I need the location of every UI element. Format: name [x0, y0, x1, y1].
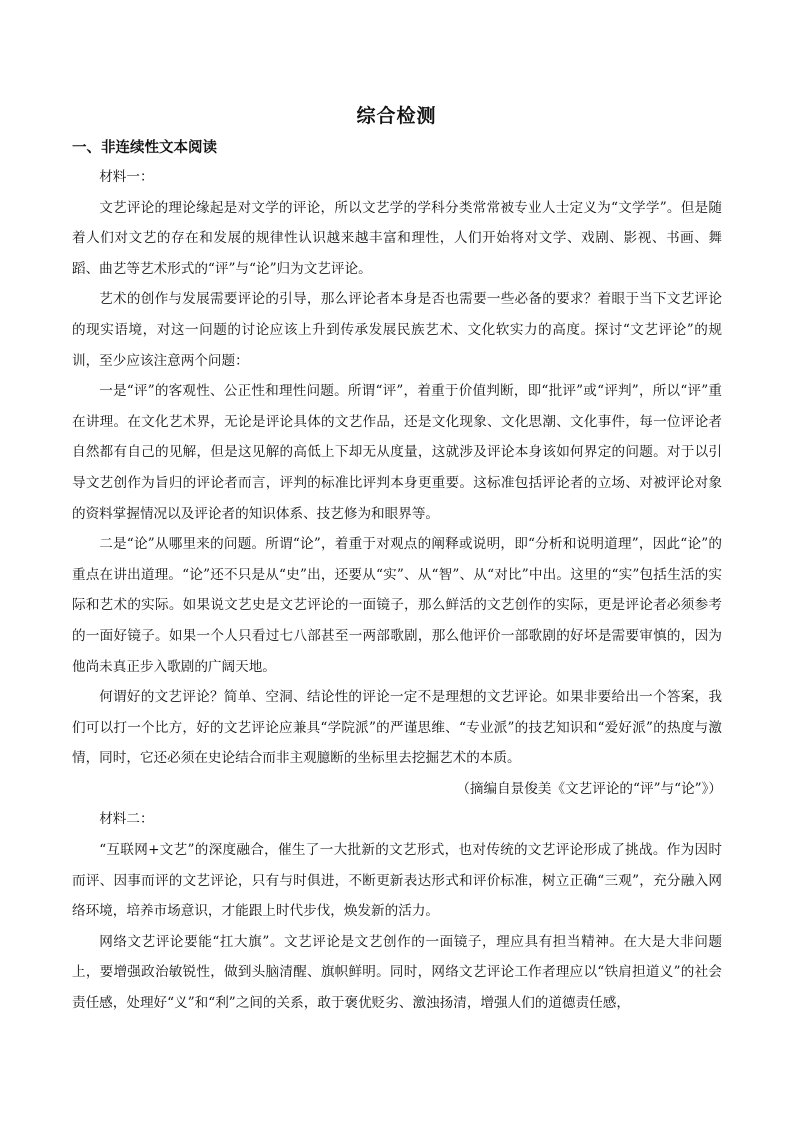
material-2-paragraph: 网络文艺评论要能“扛大旗”。文艺评论是文艺创作的一面镜子，理应具有担当精神。在大是大非问题上，要增强政治敏锐性，做到头脑清醒、旗帜鲜明。同时，网络文艺评论工作者理应以“铁肩担道义”的社会责任感，处理好“义”和“利”之间的关系，敢于褒优贬劣、激浊扬清，增强人们的道德责任感， — [72, 933, 722, 1012]
material-1-label: 材料一： — [99, 169, 154, 185]
section-heading: 一、非连续性文本阅读 — [72, 140, 217, 156]
document-body — [72, 162, 722, 1019]
material-1-paragraph: 二是“论”从哪里来的问题。所谓“论”，着重于对观点的阐释或说明，即“分析和说明道理”，因此“论”的重点在讲出道理。“论”还不只是从“史”出，还要从“实”、从“智”、从“对比”中出。这里的“实”包括生活的实际和艺术的实际。如果说文艺史是文艺评论的一面镜子，那么鲜活的文艺创作的实际，更是评论者必须参考的一面好镜子。如果一个人只看过七八部甚至一两部歌剧，那么他评价一部歌剧的好坏是需要审慎的，因为他尚未真正步入歌剧的广阔天地。 — [72, 536, 722, 675]
material-1-paragraph: 何谓好的文艺评论？简单、空洞、结论性的评论一定不是理想的文艺评论。如果非要给出一个答案，我们可以打一个比方，好的文艺评论应兼具“学院派”的严谨思维、“专业派”的技艺知识和“爱好派”的热度与激情，同时，它还必须在史论结合而非主观臆断的坐标里去挖掘艺术的本质。 — [72, 689, 722, 767]
material-2-paragraph: “互联网+文艺”的深度融合，催生了一大批新的文艺形式，也对传统的文艺评论形成了挑战。作为因时而评、因事而评的文艺评论，只有与时俱进，不断更新表达形式和评价标准，树立正确“三观”，充分融入网络环境，培养市场意识，才能跟上时代步伐，焕发新的活力。 — [72, 842, 722, 920]
material-2-label: 材料二： — [99, 811, 154, 828]
material-1-paragraph: 文艺评论的理论缘起是对文学的评论，所以文艺学的学科分类常常被专业人士定义为“文学学”。但是随着人们对文艺的存在和发展的规律性认识越来越丰富和理性，人们开始将对文学、戏剧、影视、书画、舞蹈、曲艺等艺术形式的“评”与“论”归为文艺评论。 — [72, 199, 722, 277]
material-1-source: （摘编自景俊美《文艺评论的“评”与“论”》） — [456, 780, 722, 797]
material-1-paragraph: 一是“评”的客观性、公正性和理性问题。所谓“评”，着重于价值判断，即“批评”或“评判”，所以“评”重在讲理。在文化艺术界，无论是评论具体的文艺作品，还是文化现象、文化思潮、文化事件，每一位评论者自然都有自己的见解，但是这见解的高低上下却无从度量，这就涉及评论本身该如何界定的问题。对于以引导文艺创作为旨归的评论者而言，评判的标准比评判本身更重要。这标准包括评论者的立场、对被评论对象的资料掌握情况以及评论者的知识体系、技艺修为和眼界等。 — [72, 383, 722, 522]
material-1-paragraph: 艺术的创作与发展需要评论的引导，那么评论者本身是否也需要一些必备的要求？着眼于当下文艺评论的现实语境，对这一问题的讨论应该上升到传承发展民族艺术、文化软实力的高度。探讨“文艺评论”的规训，至少应该注意两个问题： — [72, 291, 722, 369]
page-title: 综合检测 — [356, 105, 437, 127]
